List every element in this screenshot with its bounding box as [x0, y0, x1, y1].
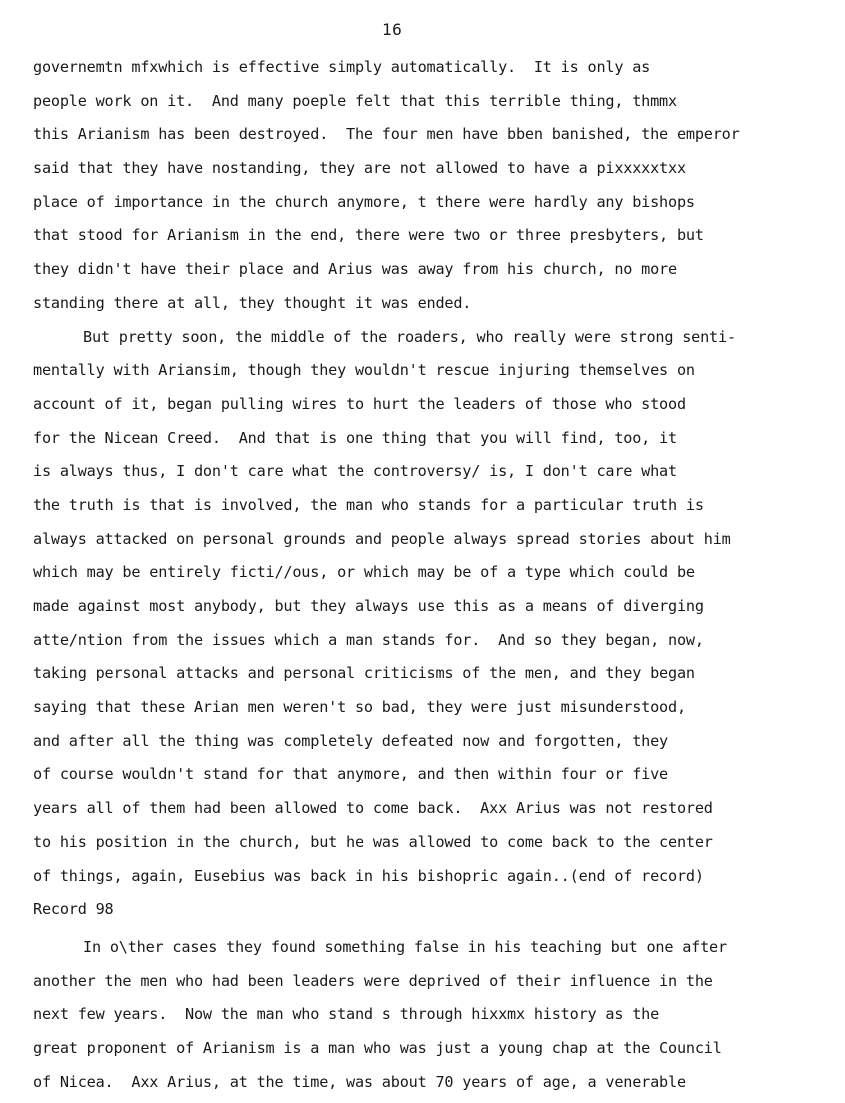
- text-line: to his position in the church, but he was allowed to come back to the center: [33, 832, 713, 851]
- body-text: [33, 51, 833, 1099]
- text-line: But pretty soon, the middle of the roaders, who really were strong senti-: [83, 327, 736, 346]
- text-line: always attacked on personal grounds and people always spread stories about him: [33, 529, 731, 548]
- text-line: the truth is that is involved, the man who stands for a particular truth is: [33, 495, 704, 514]
- text-line: of course wouldn't stand for that anymore, and then within four or five: [33, 765, 668, 784]
- text-line: which may be entirely ficti//ous, or which may be of a type which could be: [33, 563, 695, 582]
- text-line: made against most anybody, but they always use this as a means of diverging: [33, 597, 704, 615]
- text-line: this Arianism has been destroyed. The four men have bben banished, the emperor: [33, 125, 740, 144]
- text-line: people work on it. And many poeple felt that this terrible thing, thmmx: [33, 91, 677, 110]
- text-line: another the men who had been leaders were deprived of their influence in the: [33, 971, 713, 990]
- text-line: and after all the thing was completely defeated now and forgotten, they: [33, 731, 668, 750]
- text-line: mentally with Ariansim, though they wouldn't rescue injuring themselves on: [33, 361, 695, 380]
- text-line: said that they have nostanding, they are not allowed to have a pixxxxxtxx: [33, 159, 686, 178]
- text-line: Record 98: [33, 900, 114, 919]
- text-line: standing there at all, they thought it was ended.: [33, 293, 472, 312]
- text-line: account of it, began pulling wires to hurt the leaders of those who stood: [33, 394, 686, 413]
- text-line: saying that these Arian men weren't so bad, they were just misunderstood,: [33, 698, 686, 717]
- text-line: governemtn mfxwhich is effective simply automatically. It is only as: [33, 58, 651, 76]
- text-line: place of importance in the church anymore, t there were hardly any bishops: [33, 192, 695, 211]
- text-line: great proponent of Arianism is a man who was just a young chap at the Council: [33, 1038, 722, 1057]
- text-line: years all of them had been allowed to come back. Axx Arius was not restored: [33, 799, 713, 818]
- text-line: that stood for Arianism in the end, there were two or three presbyters, but: [33, 226, 704, 245]
- text-line: is always thus, I don't care what the controversy/ is, I don't care what: [33, 462, 677, 481]
- text-line: taking personal attacks and personal criticisms of the men, and they began: [33, 664, 695, 683]
- text-line: of things, again, Eusebius was back in his bishopric again..(end of record): [33, 866, 704, 885]
- text-line: they didn't have their place and Arius was away from his church, no more: [33, 260, 677, 279]
- text-line: of Nicea. Axx Arius, at the time, was about 70 years of age, a venerable: [33, 1072, 686, 1091]
- page-number: 16: [382, 20, 403, 39]
- text-line: In o\ther cases they found something false in his teaching but one after: [83, 937, 727, 956]
- text-line: next few years. Now the man who stand s through hixxmx history as the: [33, 1005, 660, 1024]
- text-line: for the Nicean Creed. And that is one thing that you will find, too, it: [33, 428, 677, 447]
- text-line: atte/ntion from the issues which a man stands for. And so they began, now,: [33, 630, 704, 649]
